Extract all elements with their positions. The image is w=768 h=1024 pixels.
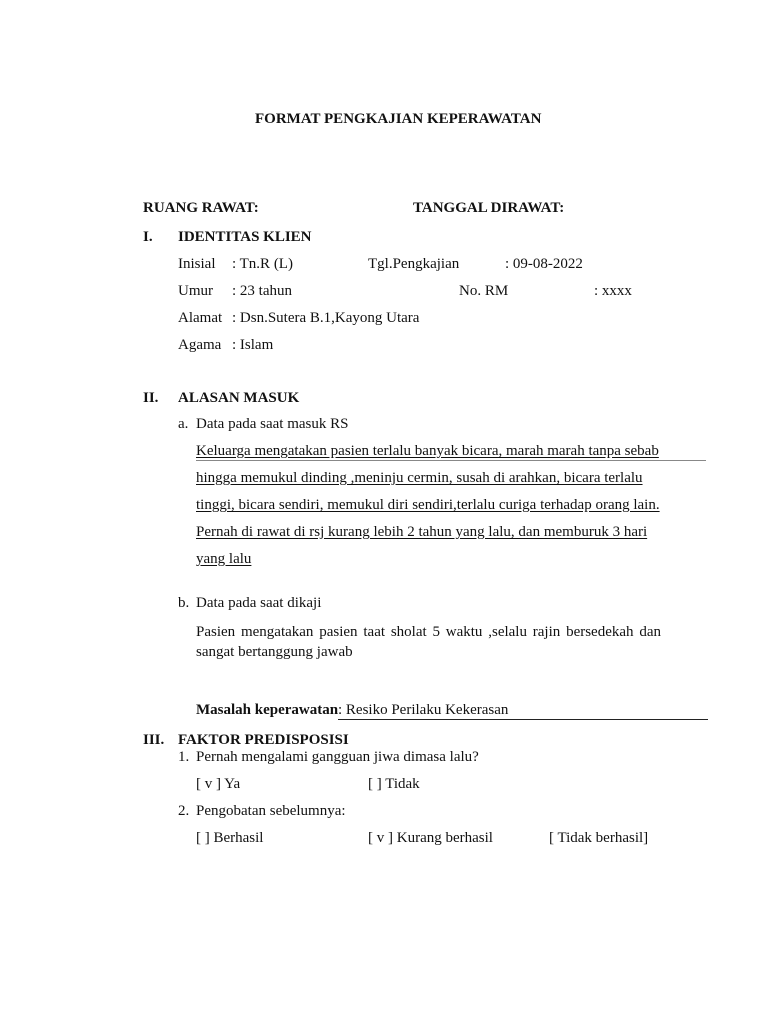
tanggal-dirawat-label: TANGGAL DIRAWAT:	[413, 200, 565, 216]
item-b-label: Data pada saat dikaji	[196, 595, 322, 611]
question-2-text: Pengobatan sebelumnya:	[196, 803, 346, 819]
masalah-underline	[338, 719, 708, 720]
umur-value: : 23 tahun	[232, 283, 292, 299]
data-masuk-line: Pernah di rawat di rsj kurang lebih 2 tahun yang lalu, dan memburuk 3 hari	[196, 524, 648, 540]
page-title: FORMAT PENGKAJIAN KEPERAWATAN	[255, 111, 542, 127]
alamat-value: : Dsn.Sutera B.1,Kayong Utara	[232, 310, 420, 326]
option-tidak-berhasil-checkbox[interactable]: [ Tidak berhasil]	[549, 830, 649, 846]
question-2-number: 2.	[178, 803, 190, 819]
option-kurang-berhasil-checkbox[interactable]: [ v ] Kurang berhasil	[368, 830, 493, 846]
umur-label: Umur	[178, 283, 213, 299]
option-ya-checkbox[interactable]: [ v ] Ya	[196, 776, 241, 792]
data-masuk-line: hingga memukul dinding ,meninju cermin, susah di arahkan, bicara terlalu	[196, 470, 643, 486]
option-tidak-checkbox[interactable]: [ ] Tidak	[368, 776, 420, 792]
data-masuk-line: yang lalu	[196, 551, 252, 567]
agama-value: : Islam	[232, 337, 274, 353]
alamat-label: Alamat	[178, 310, 223, 326]
data-dikaji-text: Pasien mengatakan pasien taat sholat 5 waktu ,selalu rajin bersedekah dan sangat bertanggung jawab	[196, 624, 661, 660]
section-2-heading: ALASAN MASUK	[178, 390, 300, 406]
data-masuk-line: tinggi, bicara sendiri, memukul diri sendiri,terlalu curiga terhadap orang lain.	[196, 497, 660, 513]
ruang-rawat-label: RUANG RAWAT:	[143, 200, 259, 216]
no-rm-value: : xxxx	[594, 283, 632, 299]
masalah-keperawatan-value: : Resiko Perilaku Kekerasan	[338, 702, 509, 718]
masalah-keperawatan-label: Masalah keperawatan	[196, 702, 339, 718]
question-1-text: Pernah mengalami gangguan jiwa dimasa lalu?	[196, 749, 479, 765]
section-3-heading: FAKTOR PREDISPOSISI	[178, 732, 349, 748]
item-b-marker: b.	[178, 595, 190, 611]
item-a-label: Data pada saat masuk RS	[196, 416, 349, 432]
option-berhasil-checkbox[interactable]: [ ] Berhasil	[196, 830, 264, 846]
tgl-pengkajian-value: : 09-08-2022	[505, 256, 583, 272]
no-rm-label: No. RM	[459, 283, 509, 299]
inisial-label: Inisial	[178, 256, 216, 272]
tgl-pengkajian-label: Tgl.Pengkajian	[368, 256, 460, 272]
question-1-number: 1.	[178, 749, 190, 765]
data-masuk-line: Keluarga mengatakan pasien terlalu banyak bicara, marah marah tanpa sebab	[196, 443, 659, 459]
agama-label: Agama	[178, 337, 222, 353]
item-a-marker: a.	[178, 416, 189, 432]
inisial-value: : Tn.R (L)	[232, 256, 293, 272]
section-1-heading: IDENTITAS KLIEN	[178, 229, 312, 245]
underline-divider	[196, 460, 706, 461]
section-1-number: I.	[143, 229, 153, 245]
section-2-number: II.	[143, 390, 159, 406]
section-3-number: III.	[143, 732, 165, 748]
